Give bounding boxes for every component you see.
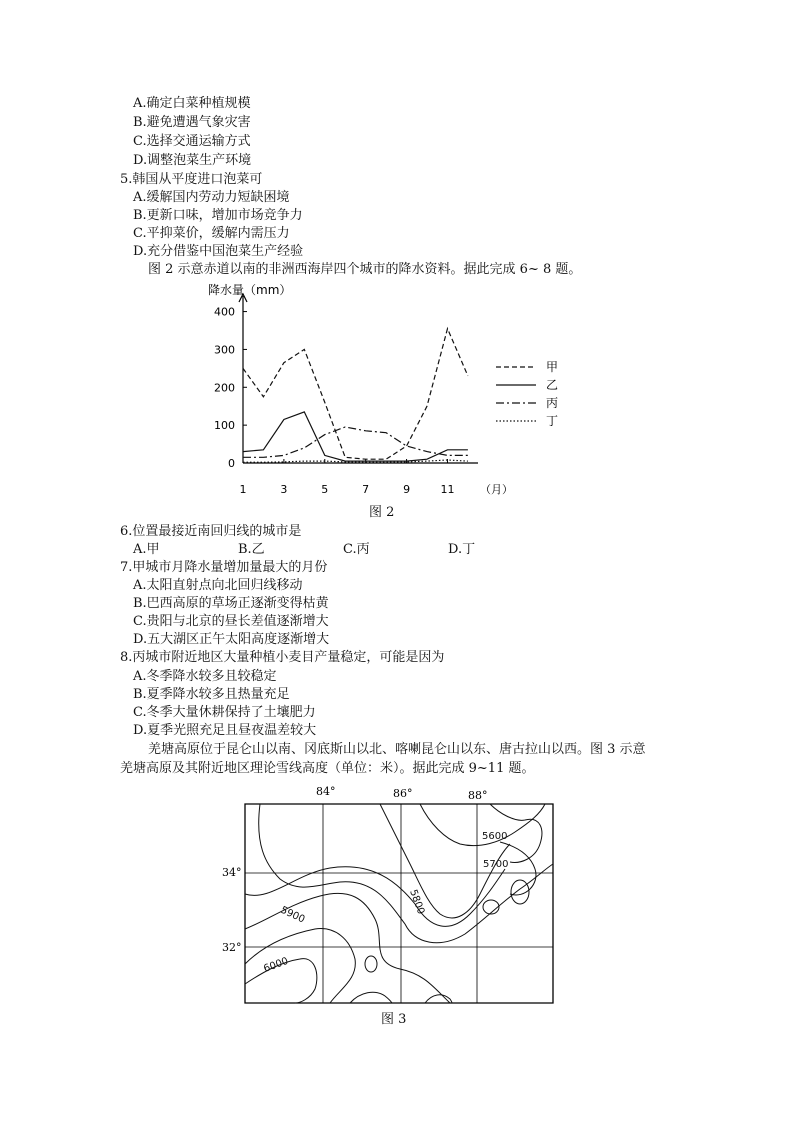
q8-option-d: D.夏季光照充足且昼夜温差较大 <box>133 723 317 738</box>
figure3-intro-line1: 羌塘高原位于昆仑山以南、冈底斯山以北、喀喇昆仑山以东、唐古拉山以西。图 3 示意 <box>148 742 646 757</box>
q8-option-a: A.冬季降水较多且较稳定 <box>133 669 277 684</box>
x-tick-label: 11 <box>440 483 455 496</box>
y-tick-label: 100 <box>214 419 235 433</box>
legend-label: 丁 <box>546 414 559 428</box>
lon-label-88: 88° <box>468 789 488 802</box>
precipitation-chart <box>200 282 600 507</box>
lat-label-34: 34° <box>222 866 242 879</box>
q8-stem: 8.丙城市附近地区大量种植小麦目产量稳定，可能是因为 <box>120 650 445 665</box>
q7-stem: 7.甲城市月降水量增加量最大的月份 <box>120 560 328 575</box>
x-axis-label: （月） <box>480 483 513 496</box>
contour-line <box>245 867 505 927</box>
figure2-intro: 图 2 示意赤道以南的非洲西海岸四个城市的降水资料。据此完成 6~ 8 题。 <box>148 262 582 277</box>
q5-stem: 5.韩国从平度进口泡菜可 <box>120 172 263 187</box>
series-line-乙 <box>243 412 468 461</box>
y-tick-label: 0 <box>228 457 235 470</box>
q4-option-a: A.确定白菜种植规模 <box>133 96 251 111</box>
q4-option-d: D.调整泡菜生产环境 <box>133 153 252 168</box>
y-tick-label: 200 <box>214 381 235 395</box>
legend-label: 乙 <box>546 378 559 392</box>
x-tick-label: 9 <box>403 483 411 496</box>
q8-option-c: C.冬季大量休耕保持了土壤肥力 <box>133 705 316 720</box>
legend-label: 甲 <box>546 360 559 374</box>
contour-line <box>245 929 355 1003</box>
contour-label-5700: 5700 <box>483 859 509 870</box>
series-line-甲 <box>243 329 468 460</box>
q6-option-d: D.丁 <box>448 542 476 557</box>
chart-series <box>243 329 468 463</box>
contour-line <box>425 995 452 1003</box>
q5-option-d: D.充分借鉴中国泡菜生产经验 <box>133 244 304 259</box>
contour-label-5900: 5900 <box>278 904 307 926</box>
contour-label-5800: 5800 <box>407 888 427 916</box>
q5-option-a: A.缓解国内劳动力短缺困境 <box>133 190 290 205</box>
series-line-丙 <box>243 427 468 457</box>
q7-option-d: D.五大湖区正午太阳高度逐渐增大 <box>133 632 330 647</box>
y-axis-label: 降水量（mm） <box>208 283 292 297</box>
x-tick-label: 1 <box>239 483 247 496</box>
q6-stem: 6.位置最接近南回归线的城市是 <box>120 524 302 539</box>
q5-option-b: B.更新口味，增加市场竞争力 <box>133 208 303 223</box>
q4-option-b: B.避免遭遇气象灾害 <box>133 115 251 130</box>
x-tick-label: 5 <box>321 483 329 496</box>
y-tick-label: 400 <box>214 305 235 319</box>
contour-loop <box>483 900 499 914</box>
q7-option-a: A.太阳直射点向北回归线移动 <box>133 578 303 593</box>
figure3-caption: 图 3 <box>381 1012 407 1027</box>
legend-label: 丙 <box>546 396 559 410</box>
snowline-contour-map <box>200 784 570 1009</box>
q4-option-c: C.选择交通运输方式 <box>133 134 251 149</box>
q7-option-b: B.巴西高原的草场正逐渐变得枯黄 <box>133 596 329 611</box>
lon-label-86: 86° <box>393 787 413 800</box>
q8-option-b: B.夏季降水较多且热量充足 <box>133 687 290 702</box>
lon-label-84: 84° <box>316 785 336 798</box>
contour-label-6000: 6000 <box>262 955 290 975</box>
q7-option-c: C.贵阳与北京的昼长差值逐渐增大 <box>133 614 329 629</box>
contour-line <box>350 992 392 1003</box>
q6-option-c: C.丙 <box>343 542 370 557</box>
x-tick-label: 7 <box>362 483 370 496</box>
x-tick-label: 3 <box>280 483 288 496</box>
y-tick-label: 300 <box>214 343 235 357</box>
q5-option-c: C.平抑菜价，缓解内需压力 <box>133 226 290 241</box>
q6-option-b: B.乙 <box>238 542 265 557</box>
chart-axes <box>208 282 513 496</box>
figure2-caption: 图 2 <box>369 505 395 520</box>
contour-label-5600: 5600 <box>482 831 508 842</box>
figure3-intro-line2: 羌塘高原及其附近地区理论雪线高度（单位：米）。据此完成 9~11 题。 <box>120 761 535 776</box>
q6-option-a: A.甲 <box>133 542 160 557</box>
chart-legend <box>496 360 558 428</box>
contour-loop <box>365 956 377 972</box>
lat-label-32: 32° <box>222 941 242 954</box>
